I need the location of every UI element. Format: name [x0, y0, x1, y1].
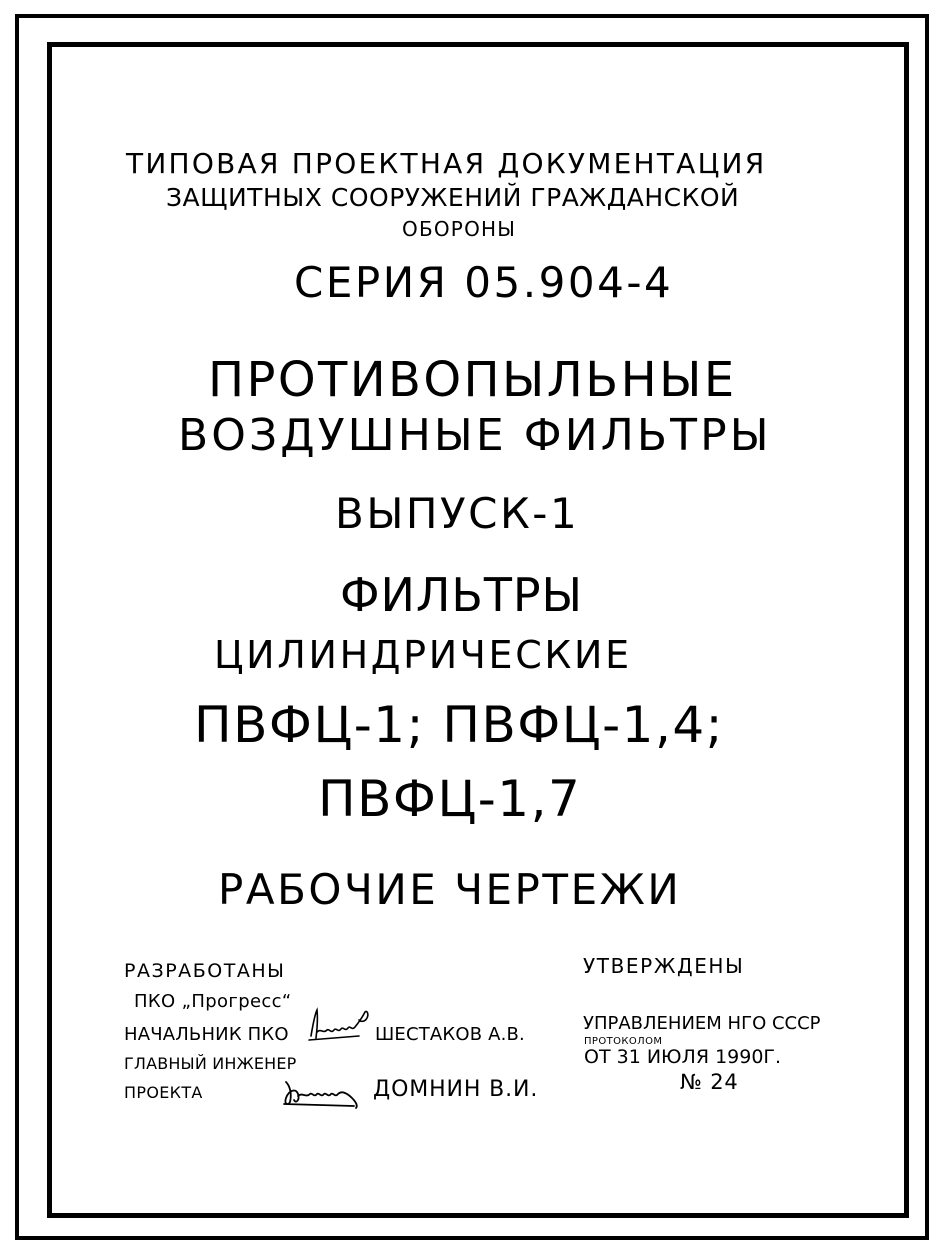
chief-signature — [307, 1006, 373, 1046]
approval-protocol: ПРОТОКОЛОМ — [584, 1036, 663, 1047]
issue-number: ВЫПУСК-1 — [335, 489, 580, 538]
engineer-label-1: ГЛАВНЫЙ ИНЖЕНЕР — [124, 1054, 297, 1073]
engineer-signature — [280, 1076, 364, 1110]
developed-label: РАЗРАБОТАНЫ — [124, 960, 286, 982]
drawings-type: РАБОЧИЕ ЧЕРТЕЖИ — [218, 865, 682, 914]
models-line-1: ПВФЦ-1; ПВФЦ-1,4; — [194, 696, 725, 754]
approval-date: ОТ 31 ИЮЛЯ 1990Г. — [584, 1046, 782, 1068]
series-number: СЕРИЯ 05.904-4 — [294, 258, 674, 307]
approving-body: УПРАВЛЕНИЕМ НГО СССР — [583, 1013, 821, 1034]
approval-number: № 24 — [680, 1070, 739, 1094]
title-line-2: ВОЗДУШНЫЕ ФИЛЬТРЫ — [178, 410, 772, 461]
approved-label: УТВЕРЖДЕНЫ — [583, 954, 745, 978]
models-line-2: ПВФЦ-1,7 — [318, 770, 582, 828]
chief-name: ШЕСТАКОВ А.В. — [375, 1024, 525, 1045]
engineer-label-2: ПРОЕКТА — [124, 1083, 203, 1102]
header-line-3: ОБОРОНЫ — [402, 217, 517, 241]
subtitle-line-1: ФИЛЬТРЫ — [340, 568, 584, 622]
header-line-2: ЗАЩИТНЫХ СООРУЖЕНИЙ ГРАЖДАНСКОЙ — [166, 183, 740, 212]
title-line-1: ПРОТИВОПЫЛЬНЫЕ — [208, 352, 737, 408]
header-line-1: ТИПОВАЯ ПРОЕКТНАЯ ДОКУМЕНТАЦИЯ — [126, 147, 767, 180]
subtitle-line-2: ЦИЛИНДРИЧЕСКИЕ — [214, 633, 632, 677]
engineer-name: ДОМНИН В.И. — [373, 1077, 539, 1102]
developer-organization: ПКО „Прогресс“ — [134, 991, 292, 1012]
chief-label: НАЧАЛЬНИК ПКО — [124, 1024, 289, 1045]
